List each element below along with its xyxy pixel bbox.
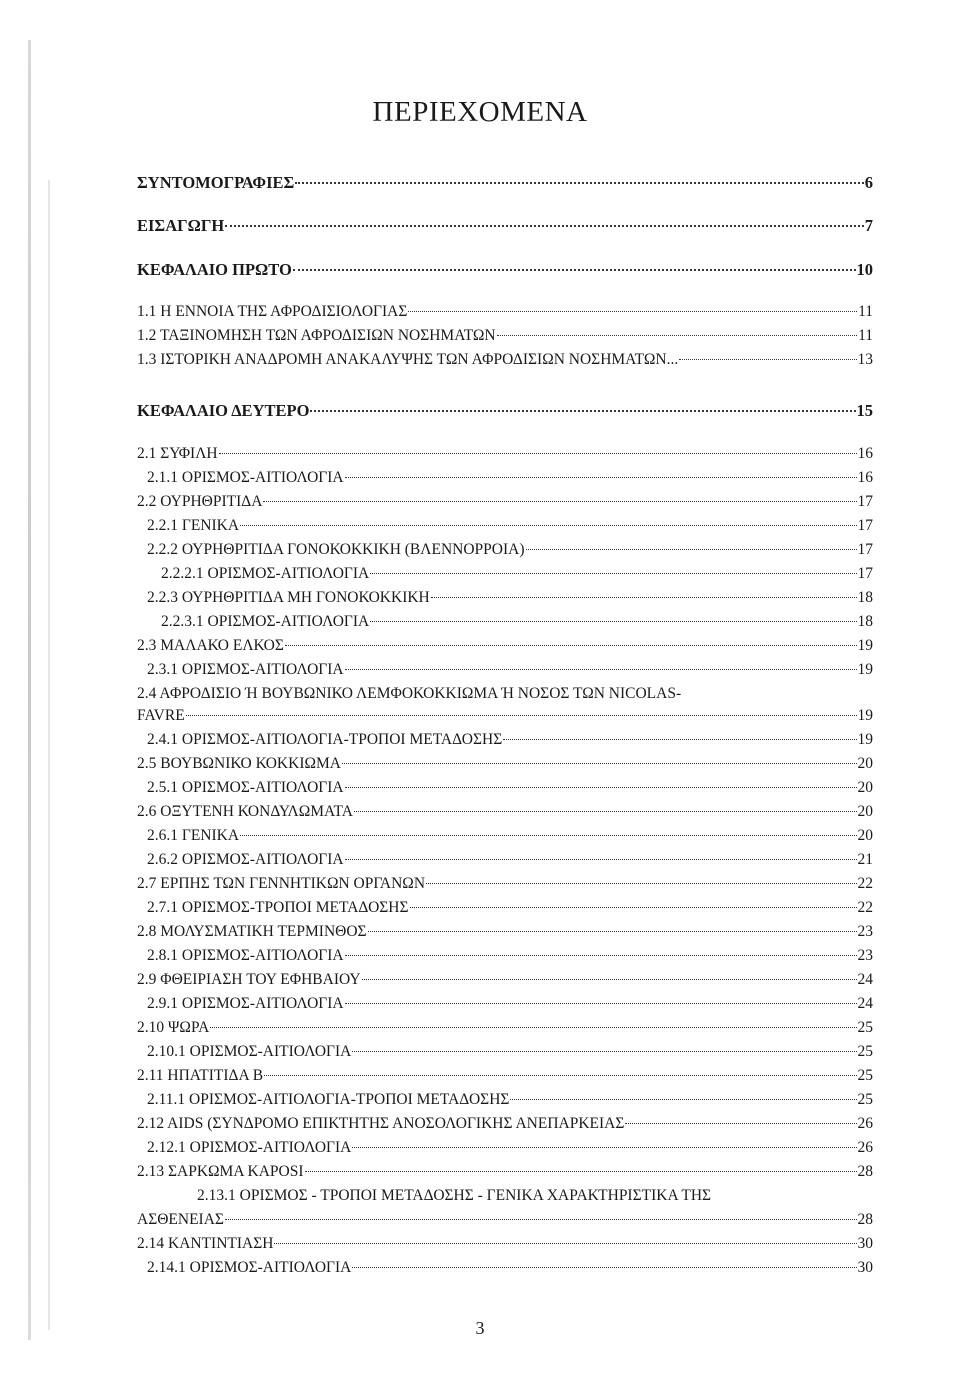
toc-entry[interactable]: [137, 350, 873, 370]
toc-entry[interactable]: [161, 612, 873, 632]
toc-entry-page: 20: [857, 755, 873, 772]
toc-entry-page: 19: [857, 707, 873, 724]
toc-entry[interactable]: [137, 970, 873, 990]
dot-leader: [305, 1171, 857, 1172]
toc-entry[interactable]: [137, 492, 873, 512]
toc-entry-label: 2.4.1 ΟΡΙΣΜΟΣ-ΑΙΤΙΟΛΟΓΙΑ-ΤΡΟΠΟΙ ΜΕΤΑΔΟΣΗΣ: [147, 731, 503, 748]
toc-entry-page: 25: [857, 1019, 873, 1036]
toc-entry[interactable]: [137, 754, 873, 774]
toc-entry[interactable]: [137, 1018, 873, 1038]
toc-entry[interactable]: [137, 802, 873, 822]
toc-entry-label: 2.13 ΣΑΡΚΩΜΑ KAPOSI: [137, 1163, 304, 1180]
toc-entry-page: 22: [857, 899, 873, 916]
toc-entry[interactable]: [137, 1162, 873, 1182]
toc-entry[interactable]: [147, 540, 873, 560]
dot-leader: [370, 573, 856, 574]
toc-entry[interactable]: [137, 1234, 873, 1254]
toc-entry-page: 13: [857, 351, 873, 368]
dot-leader: [497, 335, 857, 336]
toc-entry-label: ΚΕΦΑΛΑΙΟ ΠΡΩΤΟ: [137, 260, 292, 279]
page-title: ΠΕΡΙΕΧΟΜΕΝΑ: [372, 96, 588, 128]
toc-entry-label: ΚΕΦΑΛΑΙΟ ΔΕΥΤΕΡΟ: [137, 401, 310, 420]
toc-entry-page: 25: [857, 1067, 873, 1084]
toc-entry-label: 2.7.1 ΟΡΙΣΜΟΣ-ΤΡΟΠΟΙ ΜΕΤΑΔΟΣΗΣ: [147, 899, 409, 916]
toc-entry[interactable]: [137, 636, 873, 656]
toc-entry-page: 20: [857, 827, 873, 844]
dot-leader: [345, 955, 857, 956]
toc-entry[interactable]: [147, 850, 873, 870]
toc-entry-page: 10: [856, 260, 873, 279]
toc-entry-label: 2.6.2 ΟΡΙΣΜΟΣ-ΑΙΤΙΟΛΟΓΙΑ: [147, 851, 344, 868]
toc-entry-label: 2.11.1 ΟΡΙΣΜΟΣ-ΑΙΤΙΟΛΟΓΙΑ-ΤΡΟΠΟΙ ΜΕΤΑΔΟΣΗΣ: [147, 1091, 510, 1108]
dot-leader: [510, 1099, 856, 1100]
dot-leader: [345, 859, 857, 860]
toc-entry-label: 2.6 ΟΞΥΤΕΝΗ ΚΟΝΔΥΛΩΜΑΤΑ: [137, 803, 353, 820]
toc-entry[interactable]: [137, 444, 873, 464]
dot-leader: [431, 597, 857, 598]
toc-entry[interactable]: [147, 588, 873, 608]
toc-entry-label: 1.2 ΤΑΞΙΝΟΜΗΣΗ ΤΩΝ ΑΦΡΟΔΙΣΙΩΝ ΝΟΣΗΜΑΤΩΝ: [137, 327, 496, 344]
toc-entry-label: 2.5 ΒΟΥΒΩΝΙΚΟ ΚΟΚΚΙΩΜΑ: [137, 755, 341, 772]
dot-leader: [408, 311, 857, 312]
toc-entry-label: 2.7 ΕΡΠΗΣ ΤΩΝ ΓΕΝΝΗΤΙΚΩΝ ΟΡΓΑΝΩΝ: [137, 875, 426, 892]
toc-entry[interactable]: [137, 922, 873, 942]
toc-entry-page: 30: [857, 1235, 873, 1252]
toc-entry[interactable]: [147, 1138, 873, 1158]
dot-leader: [345, 477, 857, 478]
toc-entry[interactable]: [147, 1042, 873, 1062]
toc-entry-page: 17: [857, 517, 873, 534]
dot-leader: [345, 787, 857, 788]
toc-entry-label: 2.10.1 ΟΡΙΣΜΟΣ-ΑΙΤΙΟΛΟΓΙΑ: [147, 1043, 352, 1060]
toc-entry-page: 18: [857, 589, 873, 606]
toc-entry-page: 11: [858, 303, 873, 320]
toc-entry-page: 19: [857, 637, 873, 654]
dot-leader: [679, 359, 856, 360]
toc-entry-label: 2.6.1 ΓΕΝΙΚΑ: [147, 827, 240, 844]
toc-entry-label: 2.3.1 ΟΡΙΣΜΟΣ-ΑΙΤΙΟΛΟΓΙΑ: [147, 661, 344, 678]
toc-entry[interactable]: [137, 706, 873, 726]
dot-leader: [274, 1243, 856, 1244]
toc-entry-page: 19: [857, 731, 873, 748]
toc-entry-page: 26: [857, 1139, 873, 1156]
dot-leader: [625, 1123, 856, 1124]
toc-entry-label: 2.2.1 ΓΕΝΙΚΑ: [147, 517, 240, 534]
toc-entry[interactable]: [137, 401, 873, 421]
toc-entry-label: 2.8.1 ΟΡΙΣΜΟΣ-ΑΙΤΙΟΛΟΓΙΑ: [147, 947, 344, 964]
dot-leader: [295, 182, 863, 184]
toc-entry-label: 2.12.1 ΟΡΙΣΜΟΣ-ΑΙΤΙΟΛΟΓΙΑ: [147, 1139, 352, 1156]
dot-leader: [264, 1075, 856, 1076]
toc-entry-page: 23: [857, 923, 873, 940]
dot-leader: [410, 907, 857, 908]
toc-entry[interactable]: [137, 326, 873, 346]
toc-entry-label: 2.14.1 ΟΡΙΣΜΟΣ-ΑΙΤΙΟΛΟΓΙΑ: [147, 1259, 352, 1276]
toc-entry-label-wrapped[interactable]: 2.4 ΑΦΡΟΔΙΣΙΟ Ή ΒΟΥΒΩΝΙΚΟ ΛΕΜΦΟΚΟΚΚΙΩΜΑ Ή ΝΟΣΟΣ ΤΩΝ NICOLAS-: [137, 685, 682, 702]
toc-entry-label: 2.11 ΗΠΑΤΙΤΙΔΑ Β: [137, 1067, 264, 1084]
toc-entry-page: 17: [857, 565, 873, 582]
toc-entry[interactable]: [137, 216, 873, 236]
toc-entry-label: 1.1 Η ΕΝΝΟΙΑ ΤΗΣ ΑΦΡΟΔΙΣΙΟΛΟΓΙΑΣ: [137, 303, 408, 320]
toc-entry-label: 2.2.3 ΟΥΡΗΘΡΙΤΙΔΑ ΜΗ ΓΟΝΟΚΟΚΚΙΚΗ: [147, 589, 430, 606]
toc-entry-page: 28: [857, 1163, 873, 1180]
toc-entry-label: 2.1.1 ΟΡΙΣΜΟΣ-ΑΙΤΙΟΛΟΓΙΑ: [147, 469, 344, 486]
toc-entry-page: 11: [858, 327, 873, 344]
toc-entry[interactable]: [147, 826, 873, 846]
toc-entry-page: 6: [864, 173, 873, 192]
toc-entry-page: 15: [856, 401, 873, 420]
dot-leader: [285, 645, 857, 646]
toc-entry-label: 2.2.2 ΟΥΡΗΘΡΙΤΙΔΑ ΓΟΝΟΚΟΚΚΙΚΗ (ΒΛΕΝΝΟΡΡΟΙΑ): [147, 541, 525, 558]
toc-entry-label: ΕΙΣΑΓΩΓΗ: [137, 216, 225, 235]
dot-leader: [240, 525, 856, 526]
toc-entry[interactable]: [147, 898, 873, 918]
dot-leader: [293, 269, 856, 271]
toc-entry-label: 2.1 ΣΥΦΙΛΗ: [137, 445, 218, 462]
toc-entry[interactable]: [147, 468, 873, 488]
dot-leader: [342, 763, 857, 764]
toc-entry-page: 30: [857, 1259, 873, 1276]
toc-entry[interactable]: [147, 1090, 873, 1110]
dot-leader: [370, 621, 856, 622]
toc-entry-page: 25: [857, 1091, 873, 1108]
toc-entry-label-wrapped[interactable]: 2.13.1 ΟΡΙΣΜΟΣ - ΤΡΟΠΟΙ ΜΕΤΑΔΟΣΗΣ - ΓΕΝΙΚΑ ΧΑΡΑΚΤΗΡΙΣΤΙΚΑ ΤΗΣ: [197, 1187, 712, 1204]
toc-entry[interactable]: [147, 994, 873, 1014]
dot-leader: [345, 1003, 857, 1004]
toc-entry-label: FAVRE: [137, 707, 185, 724]
dot-leader: [345, 669, 857, 670]
dot-leader: [354, 811, 857, 812]
dot-leader: [263, 501, 856, 502]
toc-entry-page: 17: [857, 493, 873, 510]
toc-entry[interactable]: [137, 874, 873, 894]
toc-entry-page: 18: [857, 613, 873, 630]
toc-entry-label: ΣΥΝΤΟΜΟΓΡΑΦΙΕΣ: [137, 173, 295, 192]
toc-entry-page: 26: [857, 1115, 873, 1132]
toc-entry-page: 22: [857, 875, 873, 892]
dot-leader: [219, 453, 857, 454]
toc-entry[interactable]: [137, 1114, 873, 1134]
toc-entry-label: 2.14 ΚΑΝΤΙΝΤΙΑΣΗ: [137, 1235, 274, 1252]
dot-leader: [526, 549, 857, 550]
toc-entry-page: 28: [857, 1211, 873, 1228]
toc-entry[interactable]: [161, 564, 873, 584]
toc-entry-page: 23: [857, 947, 873, 964]
dot-leader: [225, 225, 864, 227]
toc-entry-label: 2.2.2.1 ΟΡΙΣΜΟΣ-ΑΙΤΙΟΛΟΓΙΑ: [161, 565, 370, 582]
toc-entry[interactable]: [137, 1210, 873, 1230]
toc-entry-label: 2.10 ΨΩΡΑ: [137, 1019, 210, 1036]
dot-leader: [352, 1051, 856, 1052]
toc-entry[interactable]: [137, 173, 873, 193]
toc-entry-page: 25: [857, 1043, 873, 1060]
toc-entry-page: 21: [857, 851, 873, 868]
toc-entry-label: 1.3 ΙΣΤΟΡΙΚΗ ΑΝΑΔΡΟΜΗ ΑΝΑΚΑΛΥΨΗΣ ΤΩΝ ΑΦΡΟΔΙΣΙΩΝ ΝΟΣΗΜΑΤΩΝ...: [137, 351, 679, 368]
toc-entry-page: 20: [857, 779, 873, 796]
toc-entry-label: 2.8 ΜΟΛΥΣΜΑΤΙΚΗ ΤΕΡΜΙΝΘΟΣ: [137, 923, 367, 940]
toc-entry[interactable]: [137, 302, 873, 322]
toc-entry[interactable]: [147, 1258, 873, 1278]
toc-entry[interactable]: [147, 778, 873, 798]
toc-entry-label: 2.9.1 ΟΡΙΣΜΟΣ-ΑΙΤΙΟΛΟΓΙΑ: [147, 995, 344, 1012]
dot-leader: [352, 1147, 856, 1148]
dot-leader: [225, 1219, 857, 1220]
toc-entry[interactable]: [147, 660, 873, 680]
toc-entry[interactable]: [147, 730, 873, 750]
dot-leader: [240, 835, 856, 836]
toc-entry-page: 17: [857, 541, 873, 558]
toc-entry-label: 2.9 ΦΘΕΙΡΙΑΣΗ ΤΟΥ ΕΦΗΒΑΙΟΥ: [137, 971, 361, 988]
toc-entry-label: 2.3 ΜΑΛΑΚΟ ΕΛΚΟΣ: [137, 637, 284, 654]
toc-entry[interactable]: [147, 946, 873, 966]
dot-leader: [310, 410, 855, 412]
toc-entry-page: 19: [857, 661, 873, 678]
toc-entry-page: 24: [857, 971, 873, 988]
toc-entry-label: 2.5.1 ΟΡΙΣΜΟΣ-ΑΙΤΙΟΛΟΓΙΑ: [147, 779, 344, 796]
dot-leader: [426, 883, 856, 884]
dot-leader: [362, 979, 857, 980]
toc-entry-label: 2.2.3.1 ΟΡΙΣΜΟΣ-ΑΙΤΙΟΛΟΓΙΑ: [161, 613, 370, 630]
toc-entry-page: 16: [857, 445, 873, 462]
toc-entry[interactable]: [147, 516, 873, 536]
toc-entry[interactable]: [137, 260, 873, 280]
dot-leader: [352, 1267, 856, 1268]
toc-entry-page: 20: [857, 803, 873, 820]
toc-entry-label: 2.2 ΟΥΡΗΘΡΙΤΙΔΑ: [137, 493, 263, 510]
toc-entry[interactable]: [137, 1066, 873, 1086]
toc-entry-page: 7: [864, 216, 873, 235]
toc-entry-page: 24: [857, 995, 873, 1012]
dot-leader: [503, 739, 856, 740]
toc-entry-page: 16: [857, 469, 873, 486]
toc-entry-label: 2.12 AIDS (ΣΥΝΔΡΟΜΟ ΕΠΙΚΤΗΤΗΣ ΑΝΟΣΟΛΟΓΙΚΗΣ ΑΝΕΠΑΡΚΕΙΑΣ: [137, 1115, 625, 1132]
toc-entry-label: ΑΣΘΕΝΕΙΑΣ: [137, 1211, 224, 1228]
dot-leader: [210, 1027, 856, 1028]
page-number: 3: [475, 1318, 485, 1338]
dot-leader: [368, 931, 857, 932]
dot-leader: [186, 715, 857, 716]
